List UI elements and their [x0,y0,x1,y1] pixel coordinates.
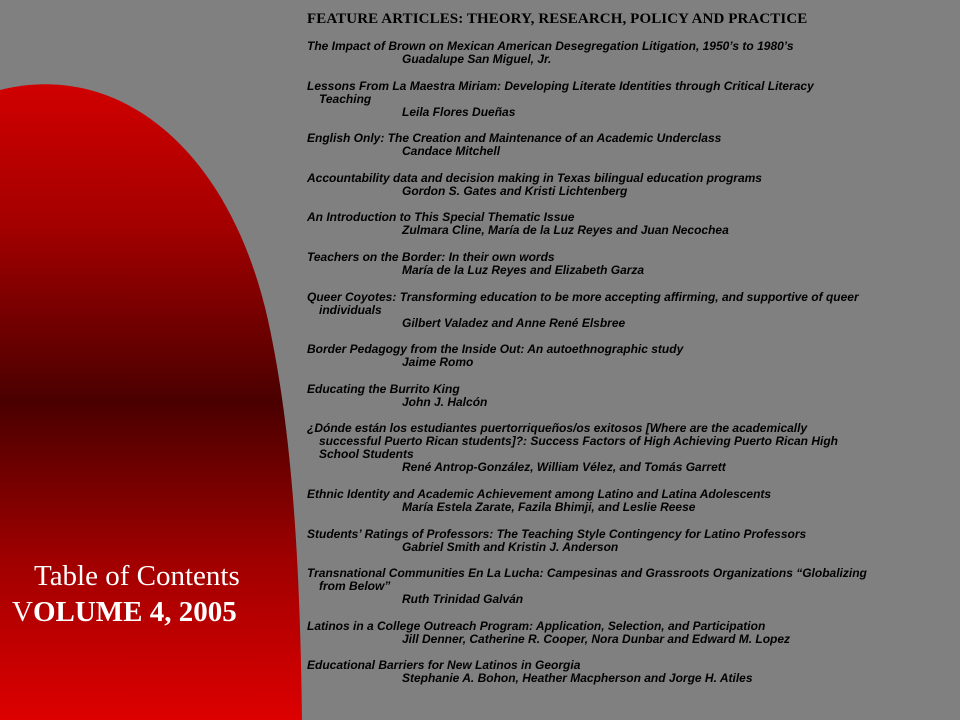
article-title: Ethnic Identity and Academic Achievement among Latino and Latina Adolescents [307,486,772,501]
article-authors: María de la Luz Reyes and Elizabeth Garza [402,262,645,277]
article-authors: Zulmara Cline, María de la Luz Reyes and Juan Necochea [402,223,729,238]
section-heading: FEATURE ARTICLES: THEORY, RESEARCH, POLICY AND PRACTICE [307,11,808,27]
article-title: Latinos in a College Outreach Program: Application, Selection, and Participation [307,618,766,633]
article-entries [307,40,867,685]
article-authors: René Antrop-González, William Vélez, and Tomás Garrett [402,460,726,475]
article-title: Queer Coyotes: Transforming education to be more accepting affirming, and supportive of queer individuals [307,289,859,317]
title-volume-rest: OLUME 4, 2005 [32,596,237,628]
article-authors: Jill Denner, Catherine R. Cooper, Nora Dunbar and Edward M. Lopez [402,631,791,646]
title-table-of-contents: Table of Contents [34,560,240,592]
article-title: Lessons From La Maestra Miriam: Developing Literate Identities through Critical Literacy Teaching [307,78,814,106]
article-entry [307,383,867,409]
article-authors: Gilbert Valadez and Anne René Elsbree [402,315,626,330]
article-entry [307,343,867,369]
article-authors: Gordon S. Gates and Kristi Lichtenberg [402,183,628,198]
article-authors: John J. Halcón [402,394,488,409]
article-authors: Stephanie A. Bohon, Heather Macpherson and Jorge H. Atiles [402,671,753,686]
article-title: Educating the Burrito King [307,381,460,396]
article-title: Accountability data and decision making in Texas bilingual education programs [307,170,762,185]
article-authors: Leila Flores Dueñas [402,104,516,119]
article-entry [307,659,867,685]
article-title: An Introduction to This Special Thematic Issue [307,210,575,225]
article-entry [307,132,867,158]
article-entry [307,422,867,474]
article-title: Transnational Communities En La Lucha: Campesinas and Grassroots Organizations “Globalizing from Below” [307,566,867,594]
article-entry [307,488,867,514]
article-entry [307,251,867,277]
article-title: Educational Barriers for New Latinos in Georgia [307,658,581,673]
article-entry [307,80,867,119]
article-authors: Gabriel Smith and Kristin J. Anderson [402,539,619,554]
article-authors: María Estela Zarate, Fazila Bhimji, and Leslie Reese [402,499,696,514]
title-volume [12,596,237,629]
article-entry [307,528,867,554]
article-entry [307,620,867,646]
article-title: Students’ Ratings of Professors: The Teaching Style Contingency for Latino Professors [307,526,807,541]
article-entry [307,211,867,237]
article-authors: Jaime Romo [402,355,474,370]
article-title: Border Pedagogy from the Inside Out: An autoethnographic study [307,342,684,357]
article-authors: Ruth Trinidad Galván [402,592,524,607]
title-volume-initial: V [12,596,33,628]
article-authors: Guadalupe San Miguel, Jr. [402,52,552,66]
article-entry [307,567,867,606]
article-entry [307,291,867,330]
article-title: Teachers on the Border: In their own words [307,249,555,264]
table-of-contents-list [307,12,867,699]
article-entry [307,172,867,198]
article-title: ¿Dónde están los estudiantes puertorriqueños/os exitosos [Where are the academically successful Puerto Rican students]?: Success Factors of High Achieving Puerto Rican High School Students [307,421,838,462]
article-entry [307,40,867,66]
article-title: English Only: The Creation and Maintenance of an Academic Underclass [307,131,722,146]
article-authors: Candace Mitchell [402,144,501,159]
article-title: The Impact of Brown on Mexican American Desegregation Litigation, 1950’s to 1980’s [307,39,794,53]
